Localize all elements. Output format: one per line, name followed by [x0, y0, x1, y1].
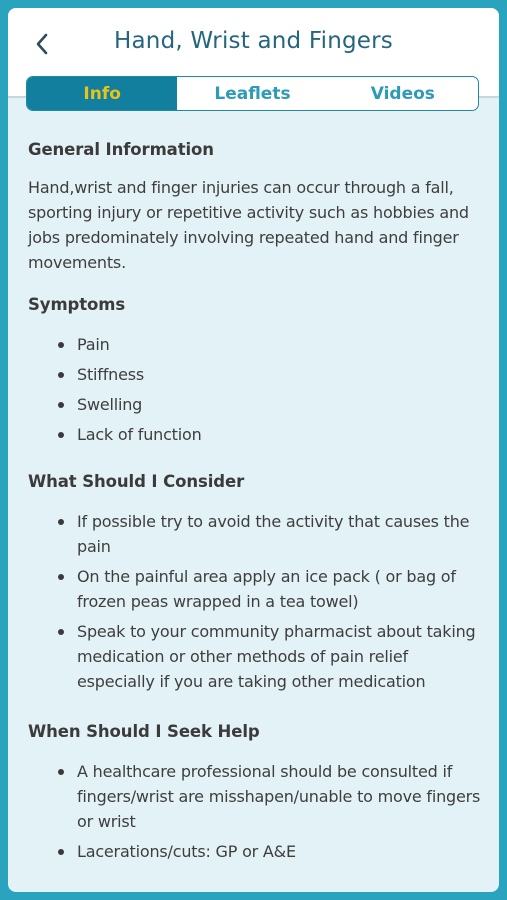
- tab-leaflets[interactable]: Leaflets: [214, 83, 291, 104]
- list-item: If possible try to avoid the activity that causes the pain: [28, 509, 483, 559]
- list-item: A healthcare professional should be consulted if fingers/wrist are misshapen/unable to move fingers or wrist: [28, 759, 483, 834]
- symptoms-list: [28, 332, 483, 447]
- list-item: On the painful area apply an ice pack ( or bag of frozen peas wrapped in a tea towel): [28, 564, 483, 614]
- list-item: Speak to your community pharmacist about taking medication or other methods of pain relief especially if you are taking other medication: [28, 619, 483, 694]
- consider-list: [28, 509, 483, 694]
- symptoms-heading: Symptoms: [28, 295, 126, 314]
- list-item: Pain: [28, 332, 483, 357]
- help-heading: When Should I Seek Help: [28, 722, 260, 741]
- list-item: Lack of function: [28, 422, 483, 447]
- content-card: [8, 8, 499, 892]
- tab-videos[interactable]: Videos: [370, 83, 435, 104]
- list-item: Swelling: [28, 392, 483, 417]
- info-content: [28, 138, 483, 864]
- consider-heading: What Should I Consider: [28, 472, 245, 491]
- general-heading: General Information: [28, 140, 214, 159]
- general-text: Hand,wrist and finger injuries can occur through a fall, sporting injury or repetitive activity such as hobbies and jobs predominately involving repeated hand and finger movements.: [28, 178, 469, 272]
- list-item: Stiffness: [28, 362, 483, 387]
- tab-bar: [26, 76, 479, 111]
- page-title: Hand, Wrist and Fingers: [114, 28, 393, 54]
- list-item: Lacerations/cuts: GP or A&E: [28, 839, 483, 864]
- tab-info[interactable]: Info: [27, 77, 177, 110]
- help-list: [28, 759, 483, 864]
